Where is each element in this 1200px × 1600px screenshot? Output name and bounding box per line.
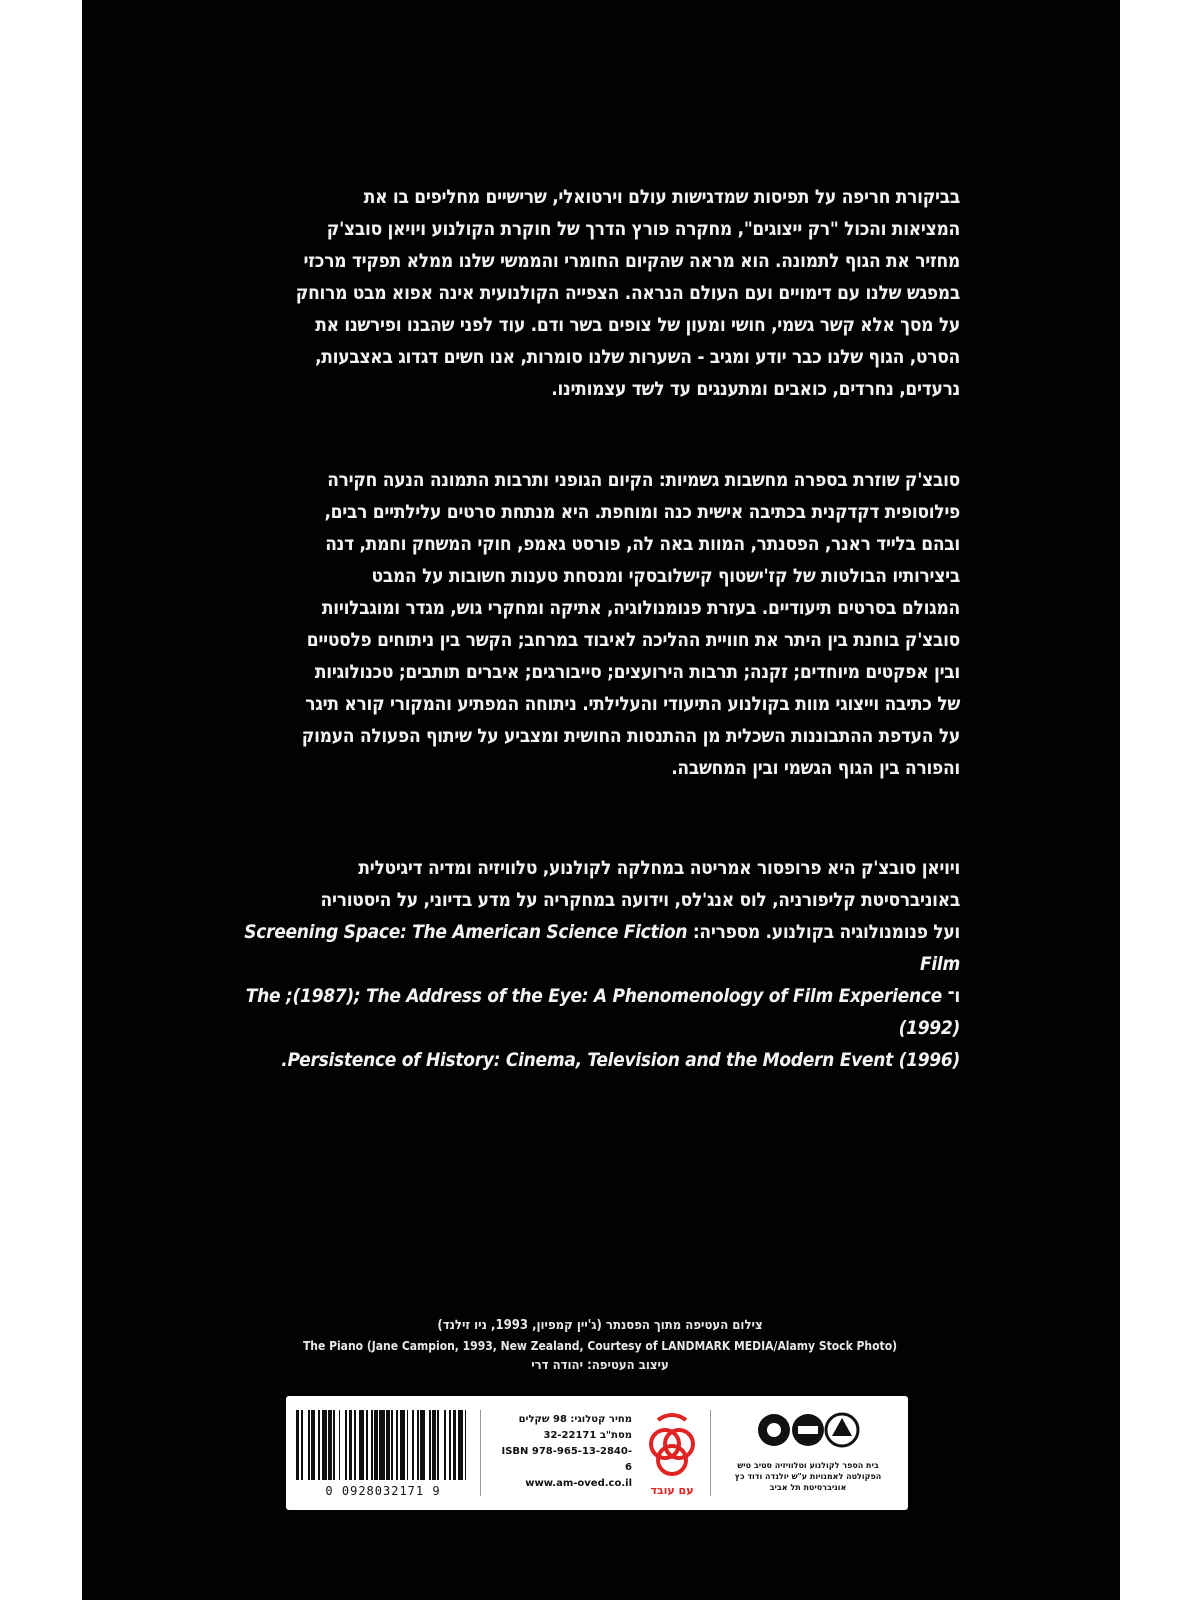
synopsis-paragraph-1 [232, 181, 960, 405]
cover-credits [300, 1316, 900, 1376]
author-bio [232, 852, 960, 1076]
bio-line [232, 980, 960, 1044]
barcode [296, 1410, 470, 1500]
para2-line: של כתיבה וייצוגי מוות בקולנוע התיעודי והעלילתי. ניתוחה המפתיע והמקורי קורא תיגר [305, 693, 960, 715]
cover-photo-credit-english: The Piano (Jane Campion, 1993, New Zealand, Courtesy of LANDMARK MEDIA/Alamy Stock Photo) [302, 1339, 898, 1353]
bio-line: באוניברסיטת קליפורניה, לוס אנג'לס, וידועה במחקריה על מדע בדיוני, על היסטוריה [320, 889, 960, 911]
divider [480, 1410, 481, 1496]
bio-line [232, 916, 960, 980]
para1-line: בביקורת חריפה על תפיסות שמדגישות עולם וירטואלי, שרישיים מחליפים בו את [363, 186, 960, 208]
book-title-persistence-of-history: .Persistence of History: Cinema, Television and the Modern Event (1996) [281, 1049, 960, 1071]
barcode-bars [296, 1410, 470, 1480]
catalog-number: מסת"ב 32-22171 [543, 1430, 632, 1441]
bio-line: ויויאן סובצ'ק היא פרופסור אמריטה במחלקה לקולנוע, טלוויזיה ומדיה דיגיטלית [358, 857, 960, 879]
para1-line: במפגש שלנו עם דימויים ועם העולם הנראה. הצפייה הקולנועית אינה אפוא מבט מרוחק [295, 282, 960, 304]
bio-line [232, 1044, 960, 1076]
barcode-number: 0 0928032171 9 [325, 1484, 441, 1498]
publisher-name: עם עובד [650, 1484, 694, 1497]
partner-logo-icon-1 [758, 1414, 790, 1446]
partner-logo-icon-2 [792, 1414, 824, 1446]
book-title-address-of-the-eye: The ;(1987); The Address of the Eye: A Phenomenology of Film Experience (1992) [245, 985, 960, 1039]
am-oved-logo-icon [644, 1406, 700, 1482]
para2-line: המגולם בסרטים תיעודיים. בעזרת פנומנולוגיה, אתיקה ומחקרי גוש, מגדר ומוגבלויות [321, 597, 960, 619]
para1-line: המציאות והכול "רק ייצוגים", מחקרה פורץ הדרך של חוקרת הקולנוע ויויאן סובצ'ק [326, 218, 960, 240]
partner-line: הפקולטה לאמנויות ע"ש יולנדה ודוד כץ [734, 1472, 882, 1481]
para1-line: על מסך אלא קשר גשמי, חושי ומעון של צופים בשר ודם. עוד לפני שהבנו ופירשנו את [315, 314, 960, 336]
bio-line3-hebrew: ועל פנומנולוגיה בקולנוע. מספריה: [692, 921, 960, 943]
para2-line: סובצ'ק שוזרת בספרה מחשבות גשמיות: הקיום הגופני ותרבות התמונה הנעה חקירה [327, 469, 960, 491]
para1-line: נרעדים, נחרדים, כואבים ומתענגים עד לשד עצמותינו. [551, 378, 960, 400]
para2-line: והפורה בין הגוף הגשמי ובין המחשבה. [671, 757, 960, 779]
para2-line: ביצירותיו הבולטות של קז'ישטוף קישלובסקי ומנסחת טענות חשובות על המבט [371, 565, 960, 587]
partner-institutions [718, 1460, 898, 1493]
para2-line: פילוסופית דקדקנית בכתיבה אישית כנה ומוחפת. היא מנתחת סרטים עלילתיים רבים, [324, 501, 960, 523]
book-title-screening-space: Screening Space: The American Science Fiction Film [244, 921, 960, 975]
para1-line: הסרט, הגוף שלנו כבר יודע ומגיב - השערות שלנו סומרות, אנו חשים דגדוג באצבעות, [315, 346, 960, 368]
bio-line4-hebrew: ו־ [947, 985, 960, 1007]
info-box [286, 1396, 908, 1510]
barcode-bar [466, 1410, 469, 1480]
para2-line: על העדפת ההתבוננות השכלית מן ההתנסות החושית ומצביע על שיתוף הפעולה העמוק [301, 725, 960, 747]
isbn: ISBN 978-965-13-2840-6 [501, 1446, 632, 1473]
cover-photo-credit: צילום העטיפה מתוך הפסנתר (ג'יין קמפיון, 1993, ניו זילנד) [437, 1318, 763, 1333]
partner-logos [718, 1406, 898, 1502]
publisher-info [496, 1412, 632, 1492]
divider [710, 1410, 711, 1496]
para1-line: מחזיר את הגוף לתמונה. הוא מראה שהקיום החומרי והממשי שלנו ממלא תפקיד מרכזי [303, 250, 960, 272]
para2-line: ובין אפקטים מיוחדים; זקנה; תרבות הירועצים; סייבורגים; איברים תותבים; טכנולוגיות [314, 661, 960, 683]
partner-logo-icon-3 [826, 1414, 858, 1446]
catalog-price: מחיר קטלוגי: 98 שקלים [518, 1414, 632, 1425]
para2-line: ובהם בלייד ראנר, הפסנתר, המוות באה לה, פורסט גאמפ, חוקי המשחק וחמת, דנה [325, 533, 960, 555]
publisher-website: www.am-oved.co.il [525, 1478, 632, 1489]
partner-line: אוניברסיטת תל אביב [769, 1483, 847, 1492]
partner-line: בית הספר לקולנוע וטלוויזיה סטיב טיש [737, 1461, 879, 1470]
synopsis-paragraph-2 [232, 464, 960, 784]
publisher-logo [644, 1406, 700, 1502]
para2-line: סובצ'ק בוחנת בין היתר את חוויית ההליכה לאיבוד במרחב; הקשר בין ניתוחים פלסטיים [306, 629, 960, 651]
cover-design-credit: עיצוב העטיפה: יהודה דרי [531, 1358, 669, 1373]
